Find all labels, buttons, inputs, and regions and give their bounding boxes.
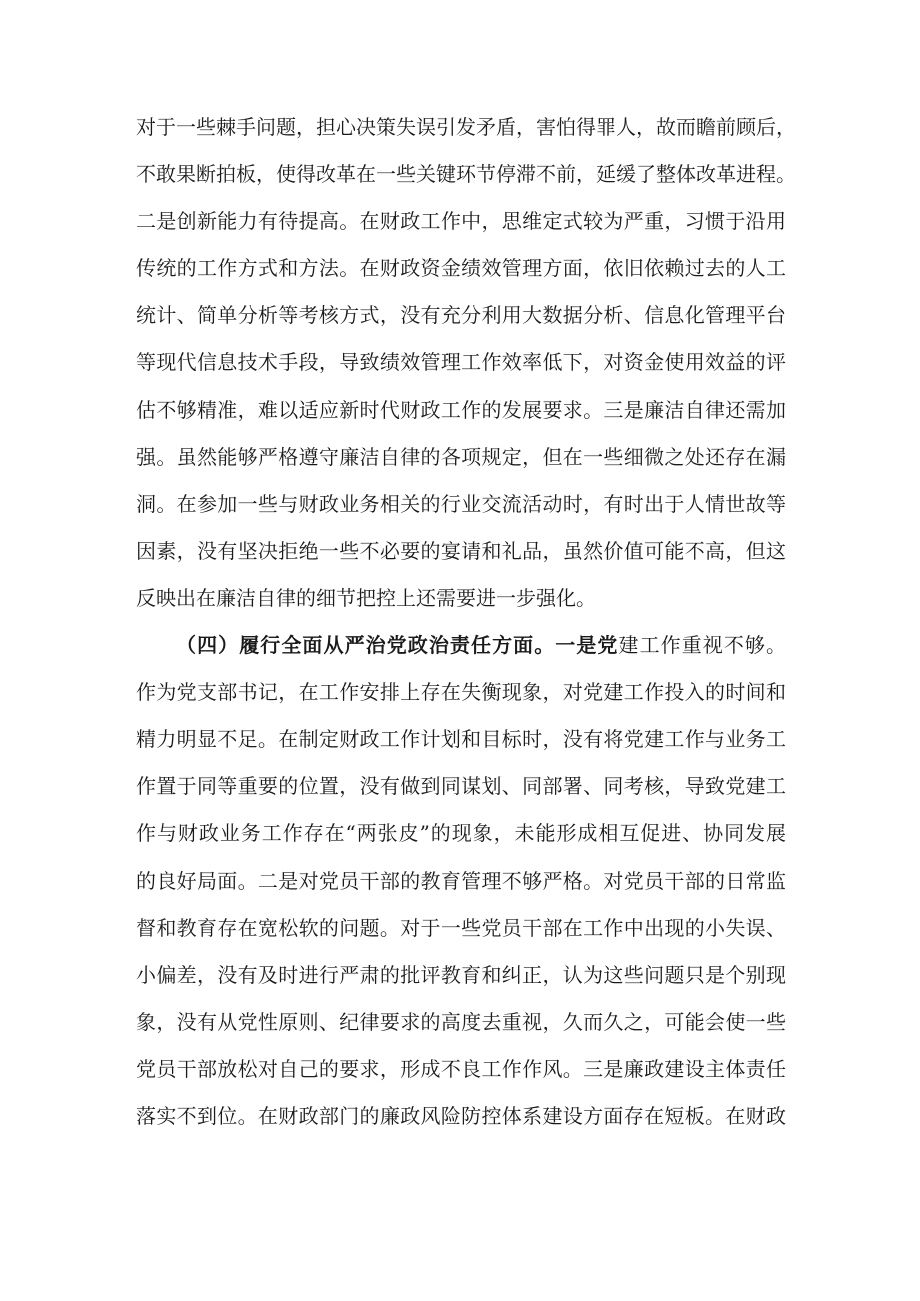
section-heading-line <box>136 622 786 669</box>
text-line: 反映出在廉洁自律的细节把控上还需要进一步强化。 <box>136 585 596 610</box>
text-line: 的良好局面。二是对党员干部的教育管理不够严格。对党员干部的日常监 <box>136 868 786 893</box>
text-line: 作为党支部书记，在工作安排上存在失衡现象，对党建工作投入的时间和 <box>136 680 786 705</box>
section-heading: （四）履行全面从严治党政治责任方面。一是党 <box>176 633 619 658</box>
section-heading-rest: 建工作重视不够。 <box>618 633 786 658</box>
text-line: 估不够精准，难以适应新时代财政工作的发展要求。三是廉洁自律还需加 <box>136 397 786 422</box>
text-line: 因素，没有坚决拒绝一些不必要的宴请和礼品，虽然价值可能不高，但这 <box>136 538 786 563</box>
text-line: 传统的工作方式和方法。在财政资金绩效管理方面，依旧依赖过去的人工 <box>136 256 786 281</box>
text-line: 统计、简单分析等考核方式，没有充分利用大数据分析、信息化管理平台 <box>136 303 786 328</box>
text-line: 作置于同等重要的位置，没有做到同谋划、同部署、同考核，导致党建工 <box>136 774 786 799</box>
text-line: 象，没有从党性原则、纪律要求的高度去重视，久而久之，可能会使一些 <box>136 1009 786 1034</box>
text-line: 对于一些棘手问题，担心决策失误引发矛盾，害怕得罪人，故而瞻前顾后， <box>136 115 796 139</box>
text-line: 不敢果断拍板，使得改革在一些关键环节停滞不前，延缓了整体改革进程。 <box>136 162 796 187</box>
body-text <box>136 104 796 1140</box>
text-line: 落实不到位。在财政部门的廉政风险防控体系建设方面存在短板。在财政 <box>136 1103 786 1128</box>
text-line: 二是创新能力有待提高。在财政工作中，思维定式较为严重，习惯于沿用 <box>136 209 786 234</box>
text-line: 强。虽然能够严格遵守廉洁自律的各项规定，但在一些细微之处还存在漏 <box>136 444 786 469</box>
text-line: 精力明显不足。在制定财政工作计划和目标时，没有将党建工作与业务工 <box>136 727 786 752</box>
text-line: 督和教育存在宽松软的问题。对于一些党员干部在工作中出现的小失误、 <box>136 915 786 940</box>
text-line: 作与财政业务工作存在“两张皮”的现象，未能形成相互促进、协同发展 <box>136 821 786 846</box>
text-line: 小偏差，没有及时进行严肃的批评教育和纠正，认为这些问题只是个别现 <box>136 962 786 987</box>
text-line: 党员干部放松对自己的要求，形成不良工作作风。三是廉政建设主体责任 <box>136 1056 786 1081</box>
text-line: 等现代信息技术手段，导致绩效管理工作效率低下，对资金使用效益的评 <box>136 350 786 375</box>
text-line: 洞。在参加一些与财政业务相关的行业交流活动时，有时出于人情世故等 <box>136 491 786 516</box>
